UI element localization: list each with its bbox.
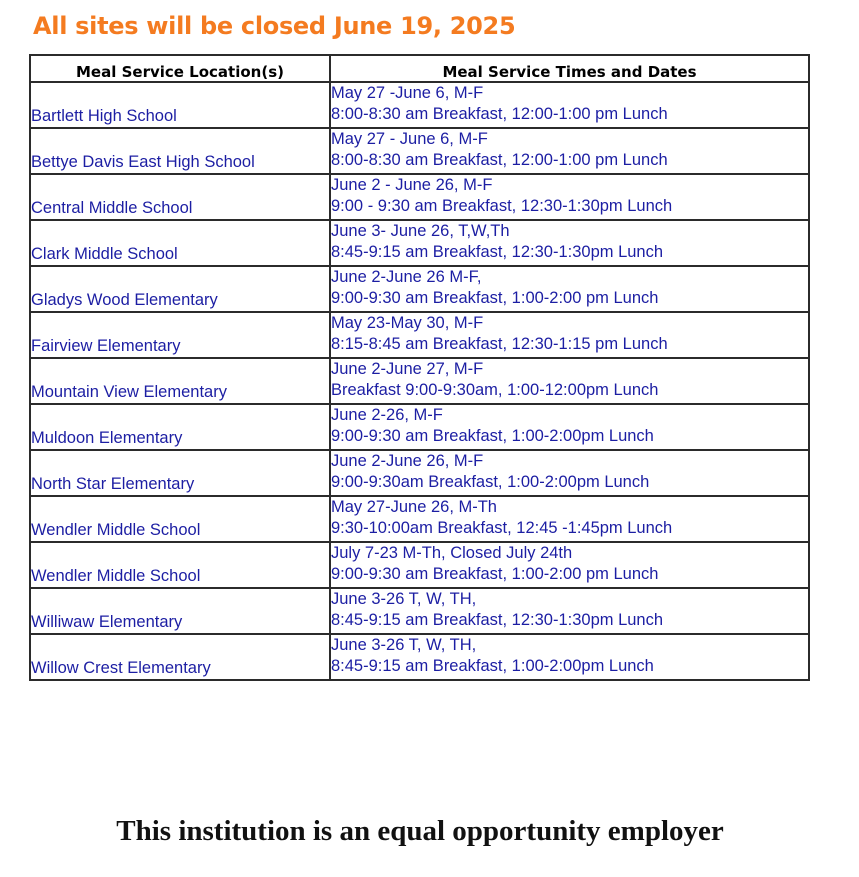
meal-schedule-table — [29, 54, 810, 681]
location-column-header: Meal Service Location(s) — [30, 55, 330, 82]
service-dates: June 2 - June 26, M-F — [331, 176, 493, 194]
service-times: Breakfast 9:00-9:30am, 1:00-12:00pm Lunch — [331, 381, 659, 399]
service-dates: June 2-26, M-F — [331, 406, 443, 424]
schedule-cell — [330, 496, 809, 542]
location-cell: North Star Elementary — [30, 450, 330, 496]
schedule-cell — [330, 266, 809, 312]
table-row — [30, 128, 809, 174]
schedule-cell — [330, 128, 809, 174]
service-times: 8:45-9:15 am Breakfast, 12:30-1:30pm Lunch — [331, 611, 664, 629]
location-cell: Fairview Elementary — [30, 312, 330, 358]
service-dates: May 27 -June 6, M-F — [331, 84, 484, 102]
schedule-cell — [330, 542, 809, 588]
service-dates: June 2-June 26 M-F, — [331, 268, 482, 286]
location-cell: Muldoon Elementary — [30, 404, 330, 450]
service-times: 9:00-9:30 am Breakfast, 1:00-2:00 pm Lunch — [331, 565, 659, 583]
service-dates: June 3-26 T, W, TH, — [331, 590, 477, 608]
times-column-header: Meal Service Times and Dates — [330, 55, 809, 82]
service-times: 8:15-8:45 am Breakfast, 12:30-1:15 pm Lunch — [331, 335, 668, 353]
location-cell: Clark Middle School — [30, 220, 330, 266]
schedule-cell — [330, 634, 809, 680]
service-times: 8:45-9:15 am Breakfast, 12:30-1:30pm Lunch — [331, 243, 664, 261]
service-times: 9:30-10:00am Breakfast, 12:45 -1:45pm Lunch — [331, 519, 673, 537]
location-cell: Bartlett High School — [30, 82, 330, 128]
service-times: 9:00-9:30 am Breakfast, 1:00-2:00pm Lunch — [331, 427, 654, 445]
table-header-row — [30, 55, 809, 82]
service-times: 9:00-9:30am Breakfast, 1:00-2:00pm Lunch — [331, 473, 650, 491]
service-dates: May 23-May 30, M-F — [331, 314, 484, 332]
table-row — [30, 450, 809, 496]
service-times: 9:00-9:30 am Breakfast, 1:00-2:00 pm Lunch — [331, 289, 659, 307]
schedule-cell — [330, 312, 809, 358]
service-times: 8:00-8:30 am Breakfast, 12:00-1:00 pm Lunch — [331, 151, 668, 169]
table-row — [30, 266, 809, 312]
location-cell: Mountain View Elementary — [30, 358, 330, 404]
table-row — [30, 312, 809, 358]
location-cell: Central Middle School — [30, 174, 330, 220]
service-dates: May 27-June 26, M-Th — [331, 498, 497, 516]
table-row — [30, 174, 809, 220]
service-times: 8:00-8:30 am Breakfast, 12:00-1:00 pm Lunch — [331, 105, 668, 123]
schedule-cell — [330, 404, 809, 450]
schedule-cell — [330, 174, 809, 220]
location-cell: Bettye Davis East High School — [30, 128, 330, 174]
schedule-cell — [330, 82, 809, 128]
service-dates: June 3-26 T, W, TH, — [331, 636, 477, 654]
service-dates: May 27 - June 6, M-F — [331, 130, 488, 148]
schedule-cell — [330, 588, 809, 634]
service-times: 9:00 - 9:30 am Breakfast, 12:30-1:30pm Lunch — [331, 197, 673, 215]
service-dates: July 7-23 M-Th, Closed July 24th — [331, 544, 573, 562]
table-row — [30, 82, 809, 128]
location-cell: Williwaw Elementary — [30, 588, 330, 634]
table-row — [30, 634, 809, 680]
table-row — [30, 496, 809, 542]
service-dates: June 2-June 27, M-F — [331, 360, 484, 378]
location-cell: Wendler Middle School — [30, 496, 330, 542]
service-dates: June 3- June 26, T,W,Th — [331, 222, 510, 240]
schedule-cell — [330, 450, 809, 496]
schedule-cell — [330, 358, 809, 404]
table-row — [30, 542, 809, 588]
table-row — [30, 220, 809, 266]
location-cell: Wendler Middle School — [30, 542, 330, 588]
closure-notice: All sites will be closed June 19, 2025 — [33, 12, 516, 40]
table-row — [30, 404, 809, 450]
table-row — [30, 588, 809, 634]
equal-opportunity-statement: This institution is an equal opportunity employer — [116, 815, 724, 847]
schedule-cell — [330, 220, 809, 266]
table-row — [30, 358, 809, 404]
service-dates: June 2-June 26, M-F — [331, 452, 484, 470]
service-times: 8:45-9:15 am Breakfast, 1:00-2:00pm Lunch — [331, 657, 654, 675]
location-cell: Willow Crest Elementary — [30, 634, 330, 680]
location-cell: Gladys Wood Elementary — [30, 266, 330, 312]
